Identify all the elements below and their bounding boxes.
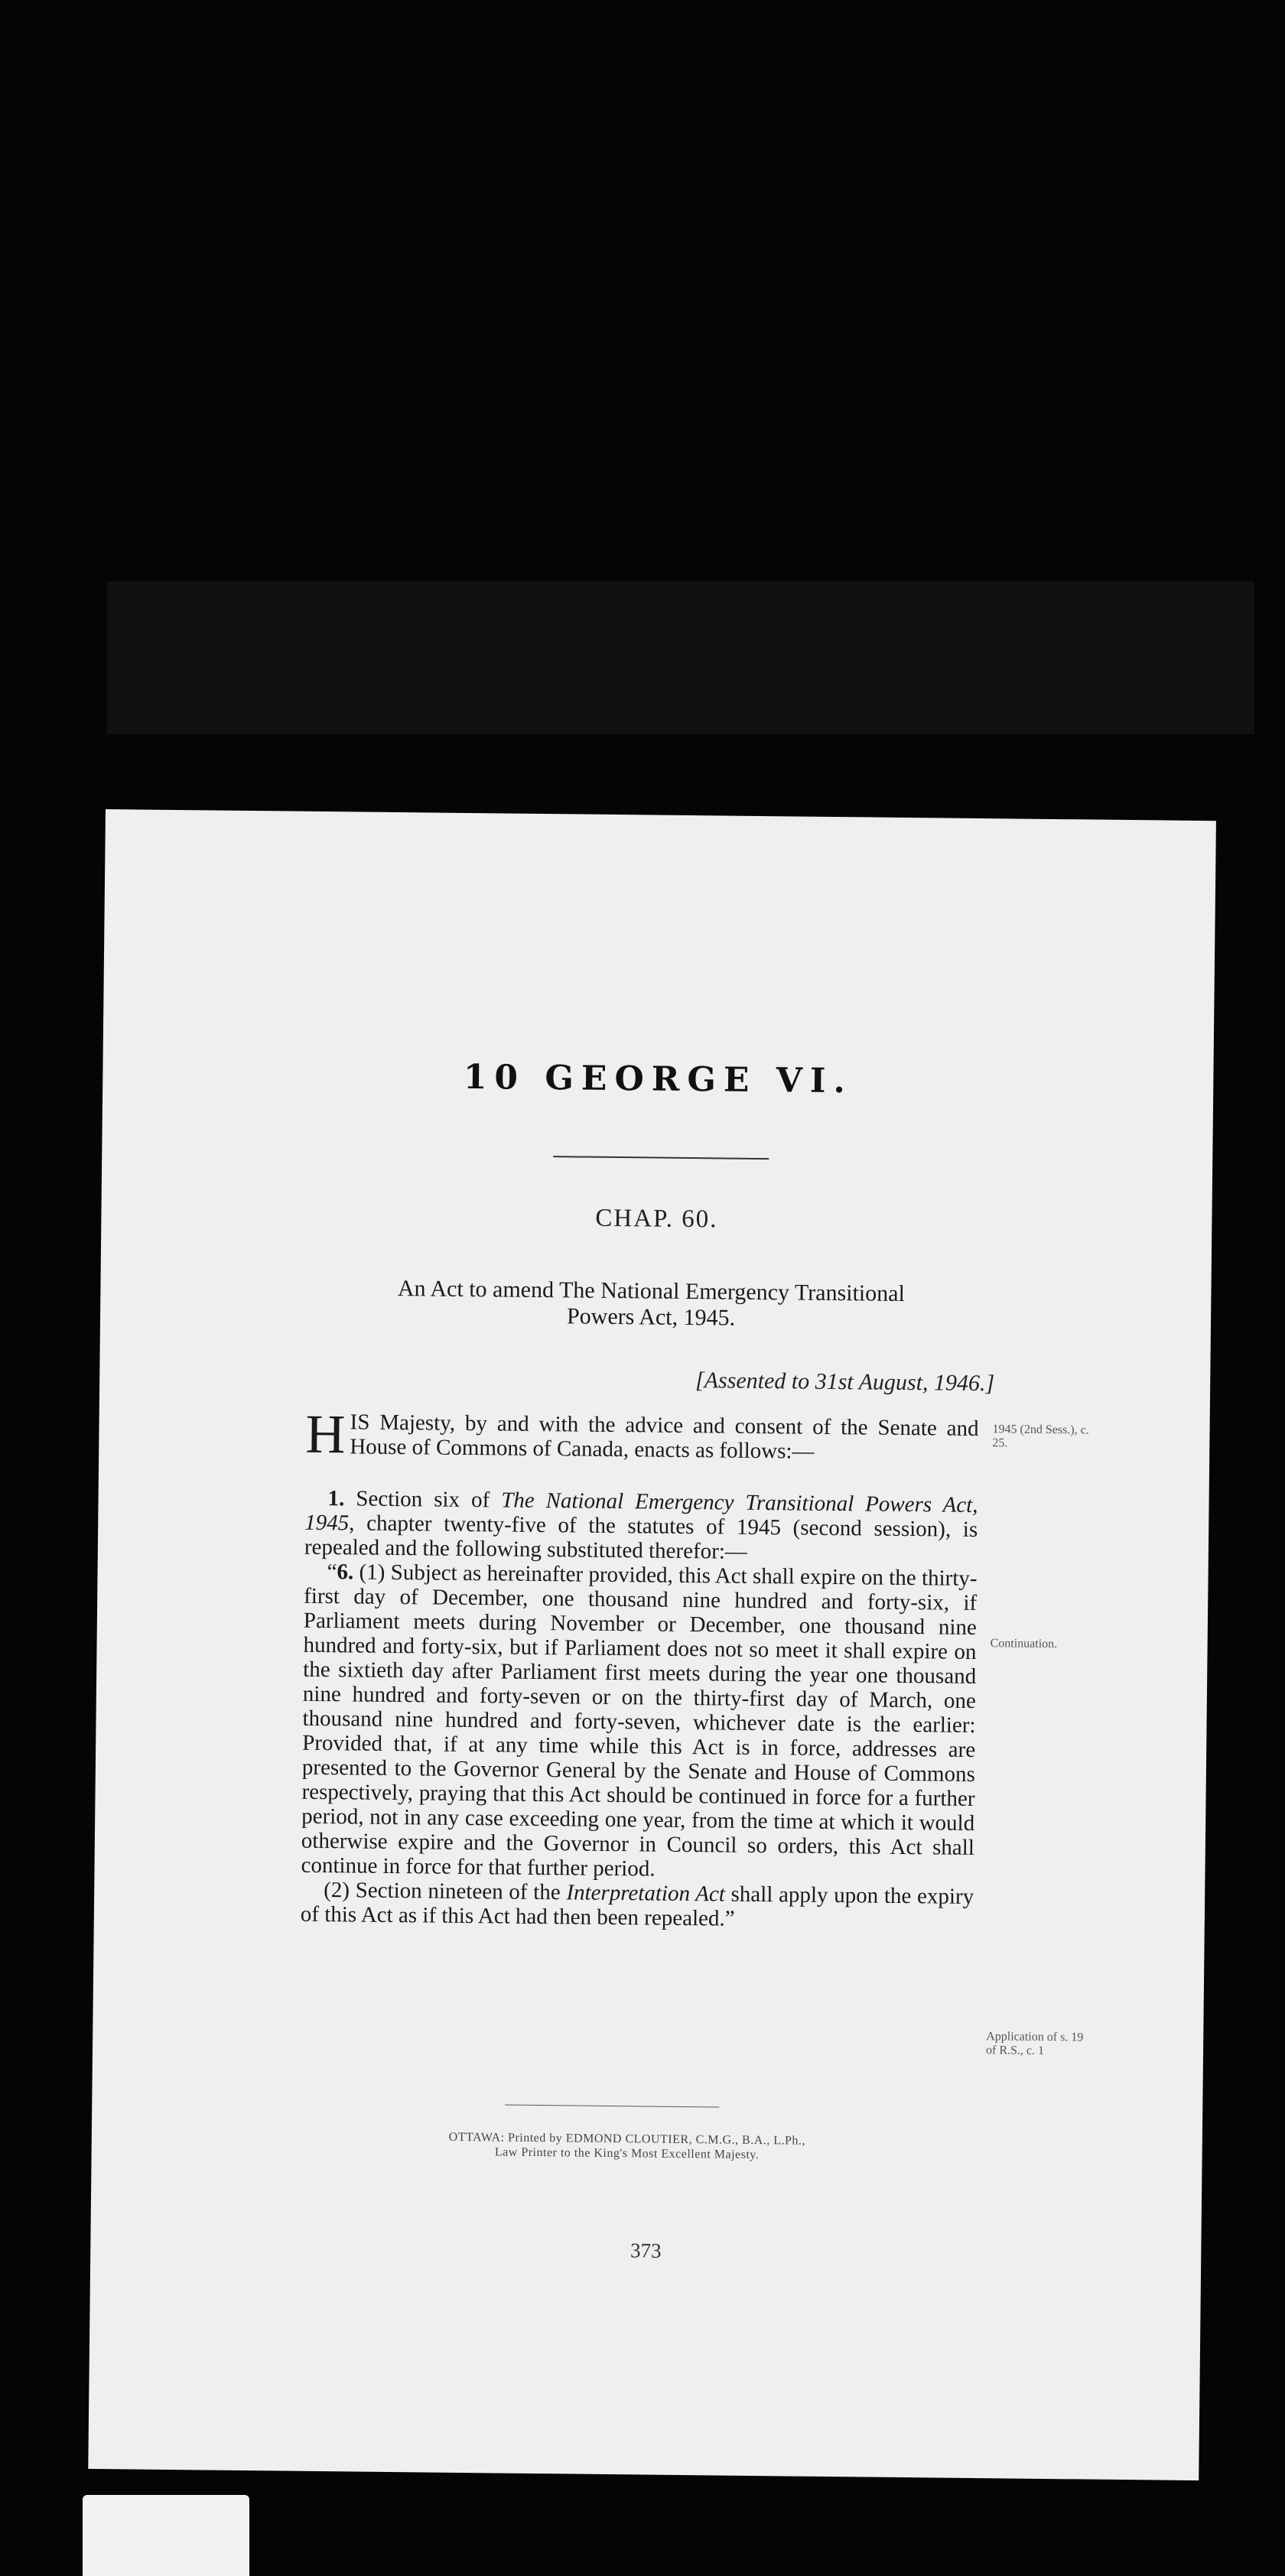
heading-divider (553, 1156, 769, 1160)
white-tab-card (83, 2495, 249, 2576)
section-6-number: 6. (337, 1560, 354, 1585)
act-body (300, 1403, 979, 1934)
section-6-text: (1) Subject as hereinafter provided, this Act shall expire on the thirty-first day of December, one thousand nine hundred and forty-six, if Parliament meets during November or December, one thousand nine hundred and forty-six, but if Parliament does not so meet it shall expire on the sixtieth day after Parliament first meets during the year one thousand nine hundred and forty-seven or on the thirty-first day of March, one thousand nine hundred and forty-seven, whichever date is the earlier: Provided that, if at any time while this Act is in force, addresses are presented to the Governor General by the Senate and House of Commons respectively, praying that this Act should be continued in force for a further period, not in any case exceeding one year, from the time at which it would otherwise expire and the Governor in Council so orders, this Act shall continue in force for that further period. (301, 1560, 978, 1882)
page-number: 373 (629, 2239, 662, 2262)
act-title (314, 1275, 988, 1334)
subsection-2-text: shall apply upon the expiry of this Act as if this Act had then been repealed.” (300, 1882, 974, 1931)
preamble-paragraph (305, 1403, 979, 1465)
assent-date: [Assented to 31st August, 1946.] (695, 1368, 995, 1397)
film-background-band (107, 581, 1254, 734)
subsection-2-paragraph (301, 1878, 974, 1934)
section-6-paragraph (301, 1560, 977, 1885)
footer-divider (505, 2105, 719, 2108)
section-6-open-quote: “ (327, 1560, 337, 1585)
margin-note-application: Application of s. 19 of R.S., c. 1 (985, 2030, 1084, 2057)
drop-cap: H (305, 1403, 346, 1465)
section-1-text: , chapter twenty-five of the statutes of 1945 (second session), is repealed and the following substituted therefor:— (304, 1511, 978, 1564)
section-1-act-name: The National Emergency Transitional Powers Act, 1945 (304, 1488, 978, 1536)
document-page (88, 809, 1216, 2480)
act-title-line-2: Powers Act, 1945. (566, 1303, 736, 1331)
section-1-intro: Section six of (344, 1486, 502, 1513)
interpretation-act-name: Interpretation Act (566, 1880, 726, 1907)
chapter-number: CHAP. 60. (595, 1204, 718, 1234)
preamble-text: IS Majesty, by and with the advice and consent of the Senate and House of Commons of Canada, enacts as follows:— (350, 1410, 979, 1464)
section-1-number: 1. (327, 1486, 345, 1511)
subsection-2-intro: (2) Section nineteen of the (324, 1878, 567, 1905)
margin-note-continuation: Continuation. (990, 1637, 1058, 1651)
section-1-paragraph (304, 1486, 978, 1566)
margin-note-citation: 1945 (2nd Sess.), c. 25. (992, 1423, 1089, 1450)
act-title-line-1: An Act to amend The National Emergency Transitional (397, 1276, 906, 1306)
printer-imprint (352, 2129, 903, 2164)
printer-line-2: Law Printer to the King's Most Excellent Majesty. (494, 2145, 760, 2162)
printer-line-1: OTTAWA: Printed by EDMOND CLOUTIER, C.M.G., B.A., L.Ph., (448, 2130, 806, 2148)
regnal-heading: 10 GEORGE VI. (463, 1057, 854, 1101)
